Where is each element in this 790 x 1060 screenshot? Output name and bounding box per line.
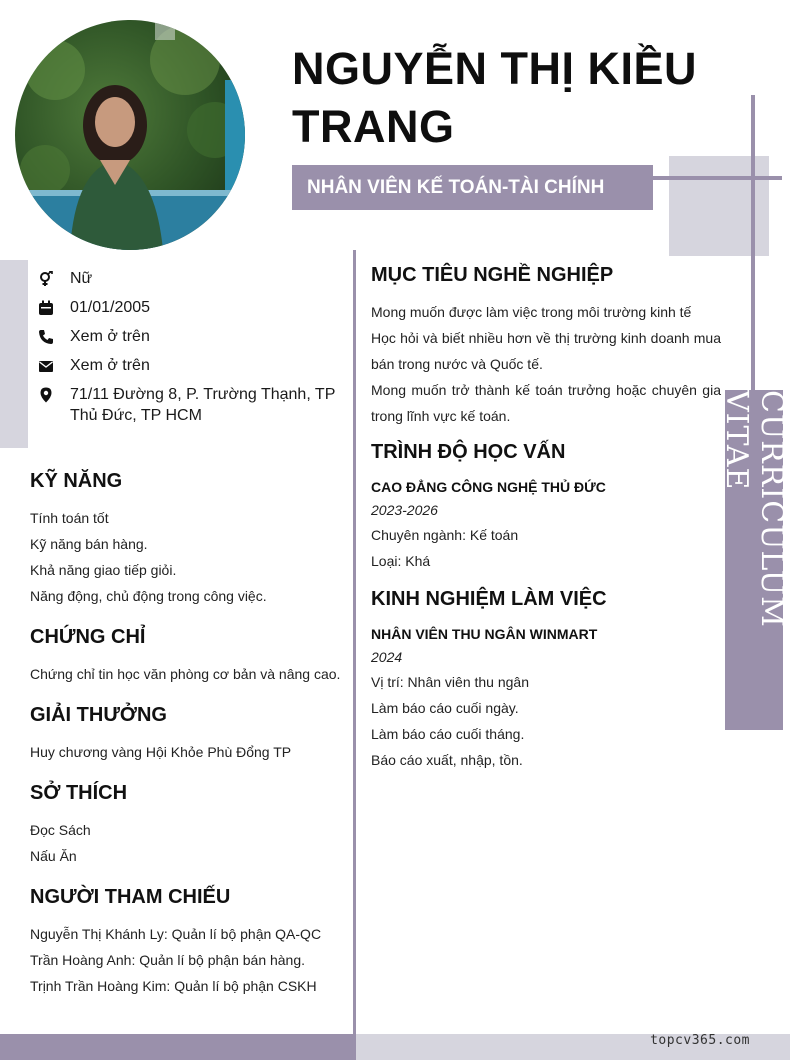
list-item: Nguyễn Thị Khánh Ly: Quản lí bộ phận QA-QC bbox=[30, 926, 322, 942]
contact-list bbox=[38, 268, 338, 434]
hobbies-section bbox=[30, 781, 345, 869]
list-item: Mong muốn trở thành kế toán trưởng hoặc chuyên gia trong lĩnh vực kế toán. bbox=[371, 382, 721, 424]
list-item: Trần Hoàng Anh: Quản lí bộ phận bán hàng. bbox=[30, 952, 306, 968]
list-item: Tính toán tốt bbox=[30, 510, 109, 526]
education-section bbox=[371, 440, 721, 574]
curriculum-vitae-text: CURRICULUM VITAE bbox=[719, 390, 789, 628]
job-title-badge bbox=[292, 165, 653, 210]
job-title: NHÂN VIÊN KẾ TOÁN-TÀI CHÍNH bbox=[307, 176, 605, 198]
list-item: Chứng chỉ tin học văn phòng cơ bản và nâng cao. bbox=[30, 666, 341, 682]
hobbies-heading: SỞ THÍCH bbox=[30, 782, 128, 804]
avatar bbox=[15, 20, 245, 250]
list-item: Vị trí: Nhân viên thu ngân bbox=[371, 674, 529, 690]
certificates-section bbox=[30, 625, 345, 687]
education-major: Chuyên ngành: Kế toán bbox=[371, 527, 519, 543]
footer-bar-left bbox=[0, 1034, 356, 1060]
list-item: Học hỏi và biết nhiều hơn về thị trường kinh doanh mua bán trong nước và Quốc tế. bbox=[371, 330, 721, 372]
skills-heading: KỸ NĂNG bbox=[30, 470, 123, 492]
objective-heading: MỤC TIÊU NGHỀ NGHIỆP bbox=[371, 264, 614, 286]
list-item: Kỹ năng bán hàng. bbox=[30, 536, 148, 552]
experience-heading: KINH NGHIỆM LÀM VIỆC bbox=[371, 588, 607, 610]
certificates-heading: CHỨNG CHỈ bbox=[30, 626, 146, 648]
awards-section bbox=[30, 703, 345, 765]
contact-birthday-text: 01/01/2005 bbox=[70, 299, 151, 316]
list-item: Huy chương vàng Hội Khỏe Phù Đổng TP bbox=[30, 744, 292, 760]
school-name: CAO ĐẲNG CÔNG NGHỆ THỦ ĐỨC bbox=[371, 479, 606, 495]
education-period: 2023-2026 bbox=[371, 502, 438, 518]
contact-gender bbox=[38, 268, 338, 289]
list-item: Trịnh Trần Hoàng Kim: Quản lí bộ phận CSKH bbox=[30, 978, 317, 994]
awards-heading: GIẢI THƯỞNG bbox=[30, 704, 167, 726]
list-item: Khả năng giao tiếp giỏi. bbox=[30, 562, 177, 578]
experience-period: 2024 bbox=[371, 649, 403, 665]
list-item: Nấu Ăn bbox=[30, 848, 77, 864]
decorative-horizontal-line bbox=[652, 176, 782, 180]
references-heading: NGƯỜI THAM CHIẾU bbox=[30, 886, 231, 908]
calendar-icon bbox=[38, 297, 70, 318]
experience-role: NHÂN VIÊN THU NGÂN WINMART bbox=[371, 626, 598, 642]
list-item: Năng động, chủ động trong công việc. bbox=[30, 588, 267, 604]
list-item: Làm báo cáo cuối ngày. bbox=[371, 700, 519, 716]
objective-section bbox=[371, 263, 721, 429]
education-heading: TRÌNH ĐỘ HỌC VẤN bbox=[371, 441, 566, 463]
contact-phone bbox=[38, 326, 338, 347]
contact-email bbox=[38, 355, 338, 376]
list-item: Báo cáo xuất, nhập, tồn. bbox=[371, 752, 523, 768]
contact-birthday bbox=[38, 297, 338, 318]
decorative-left-bar bbox=[0, 260, 28, 448]
list-item: Làm báo cáo cuối tháng. bbox=[371, 726, 525, 742]
contact-address-text: 71/11 Đường 8, P. Trường Thạnh, TP Thủ Đức, TP HCM bbox=[70, 386, 336, 424]
list-item: Đọc Sách bbox=[30, 822, 91, 838]
column-divider bbox=[353, 250, 356, 1035]
experience-section bbox=[371, 587, 721, 773]
education-grade: Loại: Khá bbox=[371, 553, 431, 569]
phone-icon bbox=[38, 326, 70, 347]
references-section bbox=[30, 885, 345, 999]
candidate-name: NGUYỄN THỊ KIỀU TRANG bbox=[292, 43, 698, 152]
list-item: Mong muốn được làm việc trong môi trường kinh tế bbox=[371, 304, 692, 320]
location-icon bbox=[38, 384, 70, 405]
curriculum-vitae-label bbox=[719, 390, 789, 730]
contact-gender-text: Nữ bbox=[70, 270, 93, 287]
skills-section bbox=[30, 469, 345, 609]
gender-icon bbox=[38, 268, 70, 289]
contact-email-text: Xem ở trên bbox=[70, 357, 150, 374]
footer-watermark: topcv365.com bbox=[650, 1033, 750, 1048]
email-icon bbox=[38, 355, 70, 376]
decorative-vertical-line bbox=[751, 95, 755, 395]
contact-phone-text: Xem ở trên bbox=[70, 328, 150, 345]
contact-address bbox=[38, 384, 338, 426]
